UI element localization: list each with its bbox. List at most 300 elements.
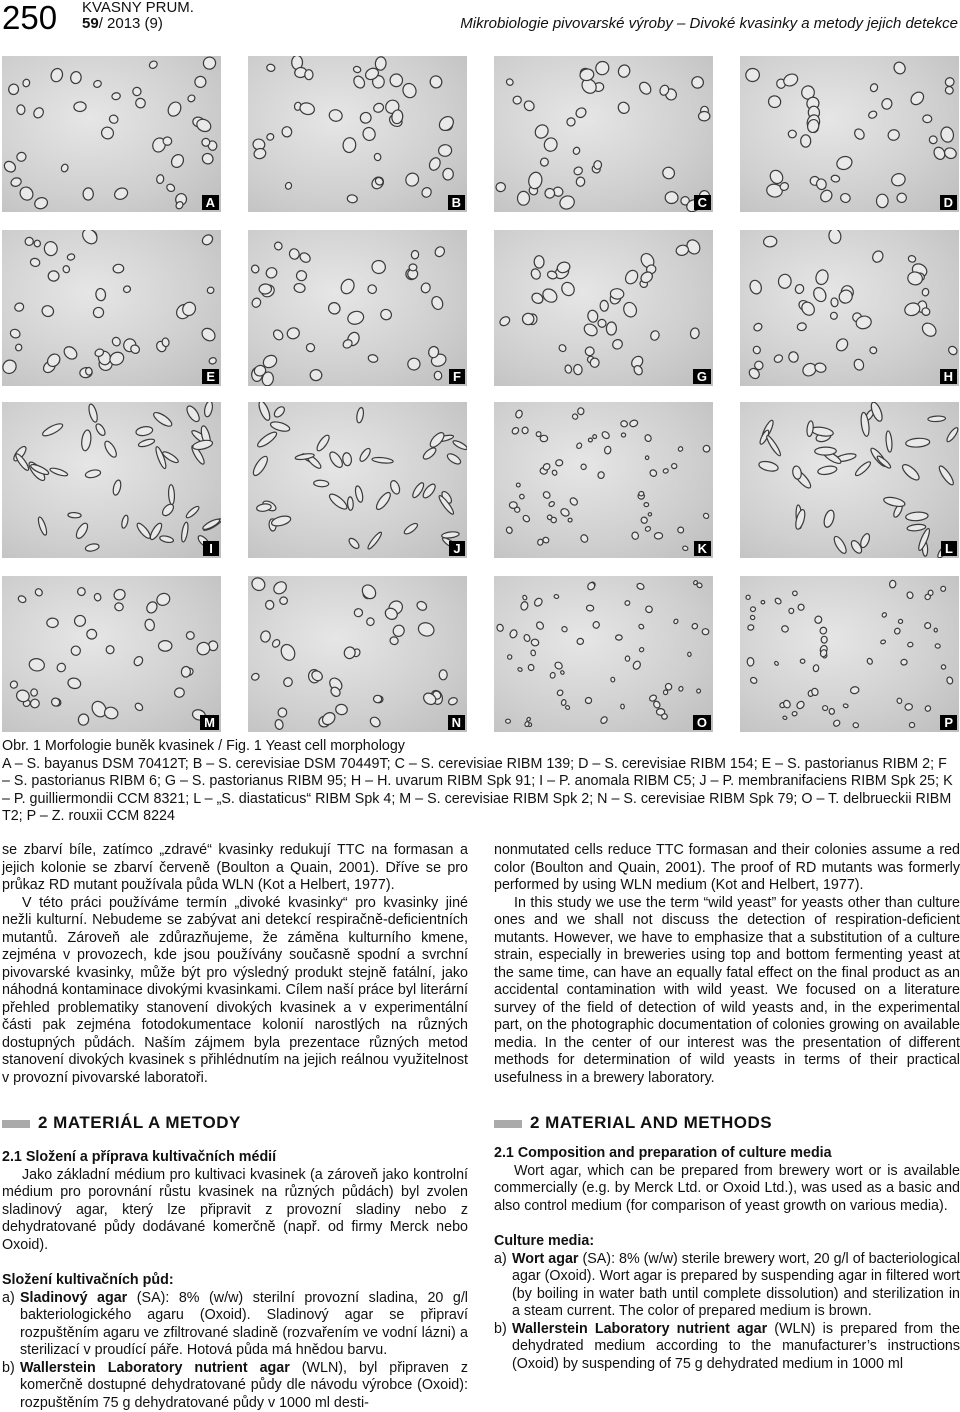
yeast-cell <box>692 76 704 88</box>
yeast-cell <box>592 434 597 439</box>
yeast-cell <box>409 264 417 271</box>
yeast-cell <box>830 297 838 307</box>
yeast-cell <box>257 402 272 422</box>
yeast-cell <box>673 618 679 624</box>
yeast-cell <box>280 597 288 605</box>
yeast-cell <box>767 95 782 109</box>
panel-label: K <box>694 541 711 556</box>
yeast-cell <box>638 623 644 629</box>
yeast-cell <box>654 532 663 539</box>
yeast-cell <box>77 587 86 596</box>
yeast-cell <box>327 492 349 512</box>
micrograph-panel-d <box>740 56 959 212</box>
yeast-cell <box>853 358 866 372</box>
yeast-cell <box>621 433 626 438</box>
yeast-cell <box>366 283 378 295</box>
yeast-cell <box>649 329 660 341</box>
yeast-cells-image <box>2 56 221 212</box>
yeast-cell <box>638 491 644 496</box>
yeast-cell <box>531 639 540 647</box>
figure-caption <box>2 738 958 826</box>
yeast-cell <box>625 656 629 661</box>
yeast-cell <box>93 593 101 602</box>
yeast-cell <box>702 629 709 635</box>
yeast-cell <box>854 460 872 477</box>
yeast-cell <box>251 454 270 477</box>
yeast-cell <box>315 433 331 452</box>
yeast-cell <box>748 279 763 296</box>
yeast-cell <box>298 251 312 264</box>
yeast-cell <box>135 521 152 540</box>
left-list-item-b <box>2 1360 468 1412</box>
yeast-cells-image <box>740 56 959 212</box>
heading-bar <box>494 1120 522 1128</box>
yeast-cell <box>356 407 365 423</box>
yeast-cell <box>611 677 615 682</box>
yeast-cell <box>940 664 946 670</box>
list-marker: a) <box>494 1250 507 1267</box>
yeast-cell <box>555 459 563 466</box>
left-list-heading: Složení kultivačních půd: <box>2 1272 174 1288</box>
right-section-heading <box>494 1113 960 1133</box>
yeast-cell <box>87 629 97 639</box>
yeast-cell <box>134 96 147 109</box>
yeast-cell <box>620 420 628 428</box>
yeast-cell <box>144 618 156 631</box>
yeast-cell <box>249 576 267 593</box>
yeast-cell <box>522 427 529 434</box>
panel-label: C <box>694 195 711 210</box>
panel-label: A <box>202 195 219 210</box>
yeast-cell <box>881 612 887 618</box>
yeast-cell <box>505 719 510 723</box>
yeast-cell <box>792 590 798 596</box>
list-item-name: Wallerstein Laboratory nutrient agar <box>20 1359 290 1376</box>
left-para-1: se zbarví bíle, zatímco „zdravé“ kvasinky redukují TTC na formasan a jejich kolonie se zbarví červeně (Boulton a Quain, 2001). Dříve se pro průkaz RD mutant používala půda WLN (Kot a Helbert, 1977). <box>2 842 468 893</box>
yeast-cell <box>72 613 87 628</box>
micrograph-panel-b <box>248 56 467 212</box>
yeast-cells-image <box>248 576 467 732</box>
yeast-cell <box>806 421 814 437</box>
yeast-cell <box>389 479 401 495</box>
yeast-cell <box>544 188 555 199</box>
yeast-cell <box>207 286 215 294</box>
yeast-cell <box>573 166 584 177</box>
yeast-cell <box>33 196 49 211</box>
yeast-cell <box>747 624 754 630</box>
yeast-cell <box>32 106 45 120</box>
micrograph-panel-f <box>248 230 467 386</box>
yeast-cell <box>574 106 588 119</box>
yeast-cell <box>250 672 260 681</box>
yeast-cell <box>420 186 433 199</box>
yeast-cell <box>505 78 514 87</box>
yeast-cell <box>271 579 288 596</box>
yeast-cell <box>266 132 275 141</box>
yeast-cell <box>285 182 293 190</box>
yeast-cell <box>37 516 48 536</box>
yeast-cell <box>752 322 763 333</box>
yeast-cell <box>940 126 955 143</box>
yeast-cell <box>17 184 35 202</box>
yeast-cell <box>788 130 796 138</box>
yeast-cell <box>617 63 632 79</box>
yeast-cell <box>286 326 301 340</box>
yeast-cell <box>94 422 107 436</box>
yeast-cell <box>34 240 41 247</box>
yeast-cell <box>208 357 217 365</box>
yeast-cell <box>509 502 517 509</box>
yeast-cell <box>843 703 849 708</box>
yeast-cell <box>203 402 213 417</box>
yeast-cell <box>417 621 436 638</box>
yeast-cell <box>944 85 954 95</box>
yeast-cell <box>561 699 567 706</box>
yeast-cell <box>624 600 630 606</box>
yeast-cell <box>446 452 463 466</box>
left-column <box>2 842 468 1412</box>
yeast-cell <box>148 60 159 70</box>
yeast-cell <box>883 496 906 508</box>
yeast-cell <box>822 705 827 710</box>
yeast-cell <box>876 194 888 208</box>
list-item-text: (SA): 8% (w/w) sterile brewery wort, 20 g/l of bacteriological agar (Oxoid). Wort agar is prepared by suspending agar in filtered wort (by boiling in water bath until complete dissolution) and sterilization in a steam current. The color of prepared medium is brown. <box>512 1250 960 1319</box>
yeast-cell <box>593 160 602 170</box>
yeast-cell <box>813 664 819 672</box>
yeast-cell <box>132 655 144 667</box>
yeast-cell <box>272 328 285 342</box>
yeast-cell <box>928 590 933 596</box>
yeast-cell <box>342 452 352 466</box>
yeast-cell <box>80 230 100 247</box>
yeast-cell <box>829 708 835 714</box>
yeast-cell <box>326 300 342 316</box>
yeast-cell <box>592 621 600 629</box>
yeast-cell <box>85 469 102 479</box>
list-item-text: (WLN) is prepared from the dehydrated medium according to the manufacturer’s instructions (Oxoid) by suspending of 75 g dehydrated medium in 1000 ml <box>512 1320 960 1372</box>
yeast-cell <box>9 680 19 690</box>
panel-label: B <box>448 195 465 210</box>
list-marker: b) <box>2 1359 15 1376</box>
yeast-cell <box>586 605 594 612</box>
micrograph-panel-e <box>2 230 221 386</box>
yeast-cell <box>17 595 27 604</box>
yeast-cell <box>114 602 124 612</box>
yeast-cell <box>366 531 383 550</box>
yeast-cell <box>905 703 913 711</box>
yeast-cell <box>437 114 457 133</box>
yeast-cell <box>636 582 645 590</box>
yeast-cell <box>752 345 761 354</box>
yeast-cell <box>832 719 841 728</box>
yeast-cell <box>70 71 82 85</box>
yeast-cell <box>266 63 276 72</box>
yeast-cell <box>415 600 428 612</box>
yeast-cell <box>360 582 379 601</box>
list-marker: a) <box>2 1289 15 1306</box>
yeast-cell <box>907 524 926 532</box>
yeast-cell <box>517 667 522 672</box>
yeast-cell <box>576 176 586 186</box>
yeast-cell <box>265 600 274 610</box>
yeast-cell <box>278 707 288 717</box>
yeast-cell <box>530 267 542 280</box>
yeast-cell <box>616 100 631 115</box>
panel-label: D <box>940 195 957 210</box>
yeast-cell <box>620 704 624 709</box>
yeast-cell <box>347 537 360 551</box>
yeast-cell <box>422 446 438 461</box>
yeast-cell <box>534 256 544 269</box>
yeast-cell <box>16 105 25 115</box>
yeast-cell <box>792 465 803 479</box>
yeast-cell <box>314 480 329 487</box>
yeast-cell <box>660 165 676 181</box>
yeast-cell <box>935 643 941 648</box>
yeast-cell <box>49 467 68 478</box>
yeast-cell <box>587 309 599 323</box>
yeast-cell <box>558 194 576 211</box>
yeast-cell <box>765 434 782 457</box>
yeast-cell <box>649 469 658 478</box>
yeast-cell <box>814 268 830 286</box>
yeast-cell <box>907 255 916 264</box>
yeast-cell <box>677 527 684 534</box>
list-item-name: Wort agar <box>512 1250 579 1267</box>
yeast-cell <box>947 345 959 357</box>
yeast-cell <box>944 77 955 88</box>
yeast-cells-image <box>494 230 713 386</box>
yeast-cell <box>264 266 278 280</box>
yeast-cell <box>554 661 564 671</box>
yeast-cell <box>505 526 513 534</box>
yeast-cell <box>374 491 393 512</box>
yeast-cell <box>580 534 589 544</box>
panel-label: F <box>449 369 465 384</box>
panel-label: H <box>940 369 957 384</box>
yeast-cell <box>438 144 452 157</box>
yeast-cell <box>565 705 570 710</box>
yeast-cell <box>817 465 837 476</box>
yeast-cell <box>371 259 386 274</box>
journal-name: KVASNY PRUM. <box>82 0 194 16</box>
yeast-cell <box>645 526 652 532</box>
yeast-cells-image <box>248 402 467 558</box>
yeast-cell <box>665 192 678 204</box>
yeast-cell <box>869 83 879 93</box>
yeast-cell <box>80 429 92 451</box>
yeast-cell <box>411 250 419 259</box>
yeast-cell <box>535 621 545 631</box>
yeast-cell <box>358 447 372 463</box>
yeast-cell <box>610 288 624 299</box>
figure-grid <box>2 56 960 732</box>
yeast-cell <box>22 78 31 87</box>
yeast-cell <box>749 676 758 684</box>
yeast-cell <box>663 690 667 695</box>
yeast-cell <box>795 700 805 710</box>
yeast-cell <box>372 457 394 464</box>
yeast-cell <box>564 364 572 373</box>
yeast-cell <box>132 86 142 96</box>
right-column <box>494 842 960 1373</box>
yeast-cell <box>945 426 959 443</box>
yeast-cell <box>794 283 805 295</box>
yeast-cell <box>773 353 784 363</box>
yeast-cell <box>572 146 581 155</box>
yeast-cell <box>540 286 559 305</box>
yeast-cells-image <box>494 576 713 732</box>
yeast-cell <box>111 92 121 100</box>
micrograph-panel-k <box>494 402 713 558</box>
yeast-cell <box>801 135 811 147</box>
yeast-cell <box>439 670 447 680</box>
yeast-cell <box>869 346 878 355</box>
yeast-cell <box>401 81 418 99</box>
yeast-cell <box>159 641 172 652</box>
yeast-cell <box>898 619 903 624</box>
yeast-cell <box>792 711 798 716</box>
yeast-cell <box>48 271 59 282</box>
yeast-cell <box>818 188 834 204</box>
yeast-cell <box>354 608 363 617</box>
yeast-cell <box>577 638 585 645</box>
yeast-cell <box>498 315 511 328</box>
running-head: Mikrobiologie pivovarské výroby – Divoké kvasinky a metody jejich detekce <box>460 15 958 32</box>
yeast-cell <box>932 145 947 161</box>
yeast-cell <box>379 308 393 322</box>
right-list-item-a <box>494 1251 960 1321</box>
yeast-cells-image <box>2 576 221 732</box>
yeast-cells-image <box>248 56 467 212</box>
yeast-cell <box>831 175 840 183</box>
yeast-cell <box>830 312 838 320</box>
yeast-cell <box>91 306 105 320</box>
yeast-cell <box>928 135 939 146</box>
yeast-cell <box>520 601 529 611</box>
yeast-cell <box>696 689 701 694</box>
yeast-cell <box>185 505 201 520</box>
panel-label: G <box>693 369 711 384</box>
yeast-cell <box>67 253 76 261</box>
yeast-cell <box>783 716 788 720</box>
yeast-cell <box>24 236 34 246</box>
yeast-cell <box>256 503 271 512</box>
heading-bar <box>2 1120 30 1128</box>
yeast-cell <box>60 163 69 173</box>
micrograph-panel-i <box>2 402 221 558</box>
yeast-cell <box>671 463 677 469</box>
panel-label: N <box>448 715 465 730</box>
yeast-cell <box>539 157 549 168</box>
yeast-cell <box>703 445 710 452</box>
yeast-cell <box>112 588 127 602</box>
yeast-cell <box>528 664 535 671</box>
caption-title: Obr. 1 Morfologie buněk kvasinek / Fig. 1 Yeast cell morphology <box>2 738 405 754</box>
yeast-cell <box>853 127 866 141</box>
yeast-cell <box>113 264 124 273</box>
yeast-cell <box>256 430 279 449</box>
yeast-cell <box>305 342 316 352</box>
yeast-cell <box>928 416 946 422</box>
yeast-cell <box>682 545 688 551</box>
volume-number: 59 <box>82 15 99 32</box>
yeast-cell <box>200 326 218 344</box>
yeast-cell <box>690 327 700 339</box>
yeast-cell <box>934 628 937 632</box>
yeast-cell <box>343 646 356 660</box>
yeast-cell <box>111 336 122 347</box>
panel-label: P <box>940 715 957 730</box>
yeast-cell <box>560 507 571 517</box>
yeast-cell <box>937 464 955 486</box>
yeast-cell <box>169 152 186 169</box>
yeast-cell <box>434 371 442 380</box>
yeast-cell <box>554 594 559 599</box>
yeast-cell <box>174 687 186 698</box>
yeast-cell <box>328 108 343 122</box>
yeast-cell <box>74 521 90 540</box>
list-item-text: (WLN), byl připraven z komerčně dostupné dehydratované půdy dle návodu výrobce (Oxoid): rozpuštěním 75 g dehydratované půdy v 1000 ml desti- <box>20 1359 468 1411</box>
micrograph-panel-l <box>740 402 959 558</box>
yeast-cell <box>597 471 604 479</box>
list-item-text: (SA): 8% (w/w) sterilní provozní sladina, 20 g/l bakteriologického agaru (Oxoid). Sladinový agar se připraví rozpuštěním agaru ve zfiltrované sladině (rozvařením ve vodní lázni) a sterilizací v proudící páře. Hotová půda má hnědou barvu. <box>20 1289 468 1358</box>
yeast-cell <box>271 638 281 648</box>
yeast-cell <box>600 716 609 725</box>
yeast-cell <box>87 403 99 423</box>
yeast-cell <box>835 154 854 171</box>
yeast-cell <box>28 658 45 672</box>
yeast-cell <box>800 659 805 664</box>
yeast-cell <box>273 241 283 252</box>
yeast-cell <box>352 74 367 90</box>
yeast-cell <box>880 97 893 110</box>
yeast-cell <box>181 666 191 677</box>
yeast-cell <box>811 285 828 303</box>
yeast-cell <box>30 689 37 697</box>
yeast-cells-image <box>494 56 713 212</box>
yeast-cell <box>880 639 886 644</box>
yeast-cell <box>121 515 129 529</box>
yeast-cell <box>540 435 548 442</box>
yeast-cell <box>558 343 568 353</box>
yeast-cells-image <box>248 230 467 386</box>
yeast-cell <box>698 111 710 121</box>
yeast-cell <box>2 357 19 376</box>
yeast-cell <box>906 591 914 599</box>
yeast-cell <box>644 503 649 507</box>
yeast-cell <box>788 351 799 363</box>
yeast-cell <box>187 94 197 103</box>
yeast-cell <box>661 714 667 720</box>
yeast-cell <box>907 642 913 648</box>
yeast-cell <box>889 580 896 588</box>
yeast-cell <box>106 645 115 654</box>
yeast-cell <box>390 74 403 87</box>
yeast-cell <box>537 539 544 546</box>
yeast-cell <box>108 114 119 125</box>
yeast-cell <box>758 460 779 473</box>
yeast-cell <box>834 337 850 353</box>
yeast-cell <box>95 288 106 301</box>
yeast-cell <box>688 652 692 656</box>
yeast-cell <box>185 404 202 424</box>
yeast-cell <box>8 83 20 95</box>
yeast-cell <box>774 661 779 666</box>
yeast-cells-image <box>740 230 959 386</box>
yeast-cell <box>814 615 823 624</box>
yeast-cell <box>299 101 316 116</box>
